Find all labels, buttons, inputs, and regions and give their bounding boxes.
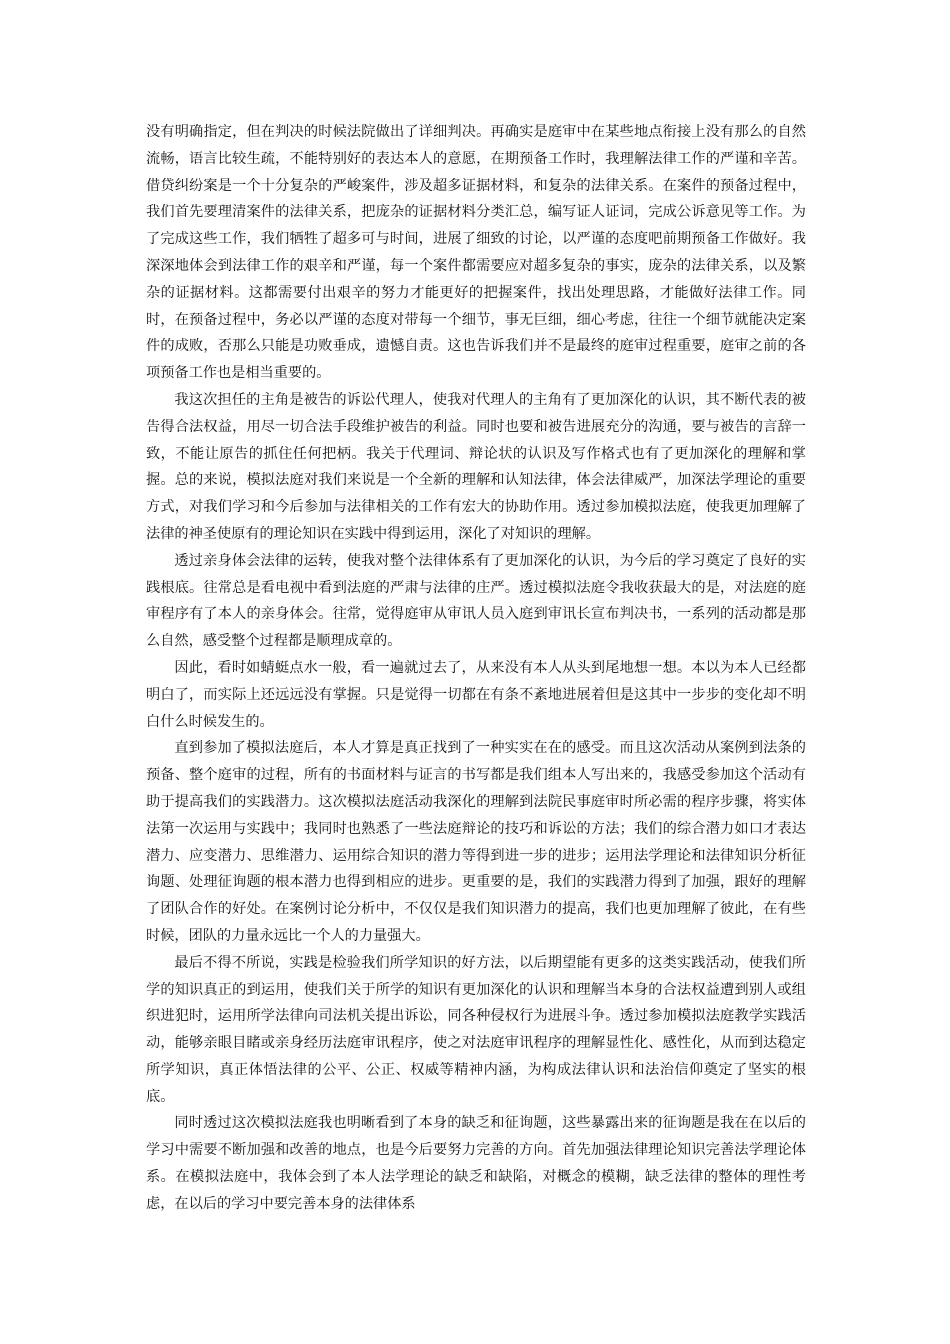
paragraph-4: 因此，看时如蜻蜓点水一般，看一遍就过去了，从来没有本人从头到尾地想一想。本以为本人已经都明白了，而实际上还远远没有掌握。只是觉得一切都在有条不紊地进展着但是这其中一步步的变化却不明白什么时候发生的。 bbox=[146, 659, 806, 730]
paragraph-2: 我这次担任的主角是被告的诉讼代理人，使我对代理人的主角有了更加深化的认识，其不断代表的被告得合法权益，用尽一切合法手段维护被告的利益。同时也要和被告进展充分的沟通，要与被告的言辞一致，不能让原告的抓住任何把柄。我关于代理词、辩论状的认识及写作格式也有了更加深化的理解和掌握。总的来说，模拟法庭对我们来说是一个全新的理解和认知法律，体会法律威严，加深法学理论的重要方式，对我们学习和今后参加与法律相关的工作有宏大的协助作用。透过参加模拟法庭，使我更加理解了法律的神圣使原有的理论知识在实践中得到运用，深化了对知识的理解。 bbox=[146, 391, 806, 542]
paragraph-3: 透过亲身体会法律的运转，使我对整个法律体系有了更加深化的认识，为今后的学习奠定了良好的实践根底。往常总是看电视中看到法庭的严肃与法律的庄严。透过模拟法庭令我收获最大的是，对法庭的庭审程序有了本人的亲身体会。往常，觉得庭审从审讯人员入庭到审讯长宣布判决书，一系列的活动都是那么自然，感受整个过程都是顺理成章的。 bbox=[146, 552, 806, 650]
paragraph-6: 最后不得不所说，实践是检验我们所学知识的好方法，以后期望能有更多的这类实践活动，使我们所学的知识真正的到运用，使我们关于所学的知识有更加深化的认识和理解当本身的合法权益遭到别人或组织进犯时，运用所学法律向司法机关提出诉讼，同各种侵权行为进展斗争。透过参加模拟法庭教学实践活动，能够亲眼目睹或亲身经历法庭审讯程序，使之对法庭审讯程序的理解显性化、感性化，从而到达稳定所学知识，真正体悟法律的公平、公正、权威等精神内涵，为构成法律认识和法治信仰奠定了坚实的根底。 bbox=[146, 954, 806, 1105]
paragraph-1: 没有明确指定，但在判决的时候法院做出了详细判决。再确实是庭审中在某些地点衔接上没有那么的自然流畅，语言比较生疏，不能特别好的表达本人的意愿，在期预备工作时，我理解法律工作的严谨和辛苦。借贷纠纷案是一个十分复杂的严峻案件，涉及超多证据材料，和复杂的法律关系。在案件的预备过程中，我们首先要理清案件的法律关系，把庞杂的证据材料分类汇总，编写证人证词，完成公诉意见等工作。为了完成这些工作，我们牺牲了超多可与时间，进展了细致的讨论，以严谨的态度吧前期预备工作做好。我深深地体会到法律工作的艰辛和严谨，每一个案件都需要应对超多复杂的事实，庞杂的法律关系，以及繁杂的证据材料。这都需要付出艰辛的努力才能更好的把握案件，找出处理思路，才能做好法律工作。同时，在预备过程中，务必以严谨的态度对带每一个细节，事无巨细，细心考虑，往往一个细节就能决定案件的成败，否那么只能是功败垂成，遗憾自责。这也告诉我们并不是最终的庭审过程重要，庭审之前的各项预备工作也是相当重要的。 bbox=[146, 124, 806, 382]
document-body bbox=[146, 119, 806, 1218]
paragraph-7: 同时透过这次模拟法庭我也明晰看到了本身的缺乏和征询题，这些暴露出来的征询题是我在在以后的学习中需要不断加强和改善的地点，也是今后要努力完善的方向。首先加强法律理论知识完善法学理论体系。在模拟法庭中，我体会到了本人法学理论的缺乏和缺陷，对概念的模糊，缺乏法律的整体的理性考虑，在以后的学习中要完善本身的法律体系 bbox=[146, 1115, 806, 1212]
paragraph-5: 直到参加了模拟法庭后，本人才算是真正找到了一种实实在在的感受。而且这次活动从案例到法条的预备、整个庭审的过程，所有的书面材料与证言的书写都是我们组本人写出来的，我感受参加这个活动有助于提高我们的实践潜力。这次模拟法庭活动我深化的理解到法院民事庭审时所必需的程序步骤，将实体法第一次运用与实践中；我同时也熟悉了一些法庭辩论的技巧和诉讼的方法；我们的综合潜力如口才表达潜力、应变潜力、思维潜力、运用综合知识的潜力等得到进一步的进步；运用法学理论和法律知识分析征询题、处理征询题的根本潜力也得到相应的进步。更重要的是，我们的实践潜力得到了加强，跟好的理解了团队合作的好处。在案例讨论分析中，不仅仅是我们知识潜力的提高，我们也更加理解了彼此，在有些时候，团队的力量永远比一个人的力量强大。 bbox=[146, 740, 806, 944]
